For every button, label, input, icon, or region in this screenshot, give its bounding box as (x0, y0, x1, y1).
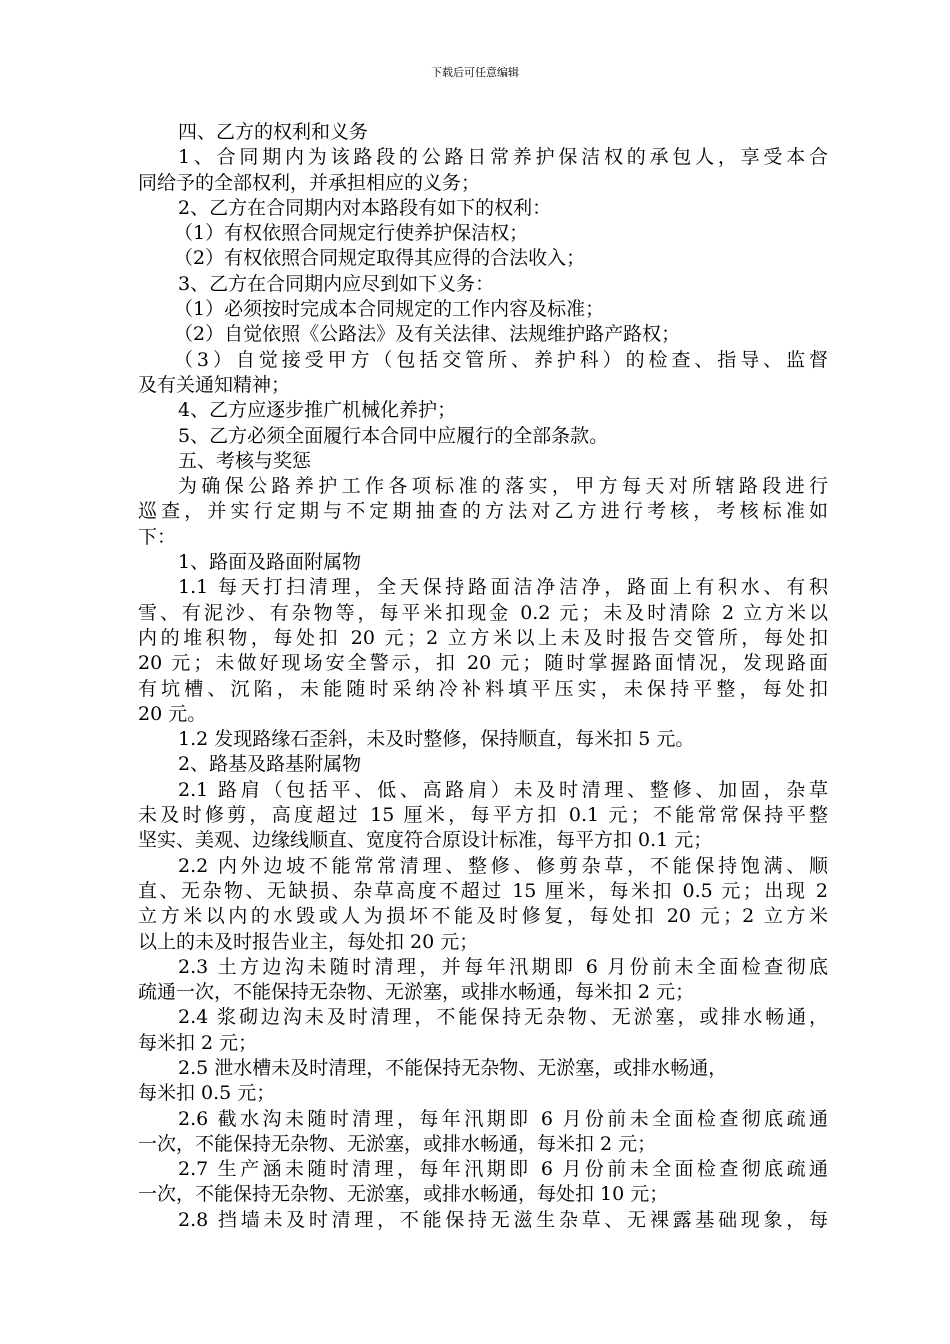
text-line: 1.1 每天打扫清理，全天保持路面洁净洁净，路面上有积水、有积 (178, 576, 828, 599)
text-line: 2.4 浆砌边沟未及时清理，不能保持无杂物、无淤塞，或排水畅通， (178, 1006, 828, 1029)
text-line: 2.3 土方边沟未随时清理，并每年汛期即 6 月份前未全面检查彻底 (178, 955, 828, 978)
subsection-heading: 2、路基及路基附属物 (178, 753, 362, 776)
text-line: 下： (138, 525, 177, 548)
section-heading: 五、考核与奖惩 (178, 449, 312, 472)
list-item: （2）有权依照合同规定取得其应得的合法收入； (174, 247, 586, 270)
text-line: 3、乙方在合同期内应尽到如下义务： (178, 272, 495, 295)
text-line: 有坑槽、沉陷，未能随时采纳冷补料填平压实，未保持平整，每处扣 (138, 677, 828, 700)
text-line: 2.5 泄水槽未及时清理，不能保持无杂物、无淤塞，或排水畅通， (178, 1056, 728, 1079)
text-line: 每米扣 2 元； (138, 1031, 258, 1054)
text-line: 2.6 截水沟未随时清理，每年汛期即 6 月份前未全面检查彻底疏通 (178, 1107, 828, 1130)
text-line: 1.2 发现路缘石歪斜，未及时整修，保持顺直，每米扣 5 元。 (178, 728, 695, 751)
text-line: 巡查，并实行定期与不定期抽查的方法对乙方进行考核，考核标准如 (138, 500, 828, 523)
text-line: 4、乙方应逐步推广机械化养护； (178, 399, 457, 422)
subsection-heading: 1、路面及路面附属物 (178, 551, 362, 574)
text-line: 1、合同期内为该路段的公路日常养护保洁权的承包人，享受本合 (178, 146, 828, 169)
text-line: 内的堆积物，每处扣 20 元；2 立方米以上未及时报告交管所，每处扣 (138, 626, 828, 649)
text-line: 为确保公路养护工作各项标准的落实，甲方每天对所辖路段进行 (178, 475, 828, 498)
list-item: （1）必须按时完成本合同规定的工作内容及标准； (174, 298, 605, 321)
text-line: 2.1 路肩（包括平、低、高路肩）未及时清理、整修、加固，杂草 (178, 778, 828, 801)
text-line: 一次，不能保持无杂物、无淤塞，或排水畅通，每米扣 2 元； (138, 1132, 657, 1155)
text-line: 坚实、美观、边缘线顺直、宽度符合原设计标准，每平方扣 0.1 元； (138, 829, 713, 852)
text-line: 未及时修剪，高度超过 15 厘米，每平方扣 0.1 元；不能常常保持平整 (138, 804, 828, 827)
list-item: （2）自觉依照《公路法》及有关法律、法规维护路产路权； (174, 323, 681, 346)
list-item: （1）有权依照合同规定行使养护保洁权； (174, 222, 529, 245)
text-line: 2.7 生产涵未随时清理，每年汛期即 6 月份前未全面检查彻底疏通 (178, 1158, 828, 1181)
text-line: 以上的未及时报告业主，每处扣 20 元； (138, 930, 479, 953)
text-line: 直、无杂物、无缺损、杂草高度不超过 15 厘米，每米扣 0.5 元；出现 2 (138, 879, 828, 902)
text-line: 20 元。 (138, 702, 207, 725)
text-line: 疏通一次，不能保持无杂物、无淤塞，或排水畅通，每米扣 2 元； (138, 981, 695, 1004)
text-line: 雪、有泥沙、有杂物等，每平米扣现金 0.2 元；未及时清除 2 立方米以 (138, 601, 828, 624)
text-line: 20 元；未做好现场安全警示，扣 20 元；随时掌握路面情况，发现路面 (138, 652, 828, 675)
list-item: （3）自觉接受甲方（包括交管所、养护科）的检查、指导、监督 (174, 348, 828, 371)
text-line: 立方米以内的水毁或人为损坏不能及时修复，每处扣 20 元；2 立方米 (138, 905, 828, 928)
text-line: 一次，不能保持无杂物、无淤塞，或排水畅通，每处扣 10 元； (138, 1183, 669, 1206)
text-line: 同给予的全部权利，并承担相应的义务； (138, 171, 481, 194)
page-header: 下载后可任意编辑 (431, 66, 519, 79)
section-heading: 四、乙方的权利和义务 (178, 121, 369, 143)
document-body (138, 120, 828, 1233)
text-line: 及有关通知精神； (138, 373, 291, 396)
text-line: 5、乙方必须全面履行本合同中应履行的全部条款。 (178, 424, 609, 447)
text-line: 2.8 挡墙未及时清理，不能保持无滋生杂草、无裸露基础现象，每 (178, 1208, 828, 1231)
text-line: 2.2 内外边坡不能常常清理、整修、修剪杂草，不能保持饱满、顺 (178, 854, 828, 877)
text-line: 每米扣 0.5 元； (138, 1082, 276, 1105)
text-line: 2、乙方在合同期内对本路段有如下的权利： (178, 196, 552, 219)
